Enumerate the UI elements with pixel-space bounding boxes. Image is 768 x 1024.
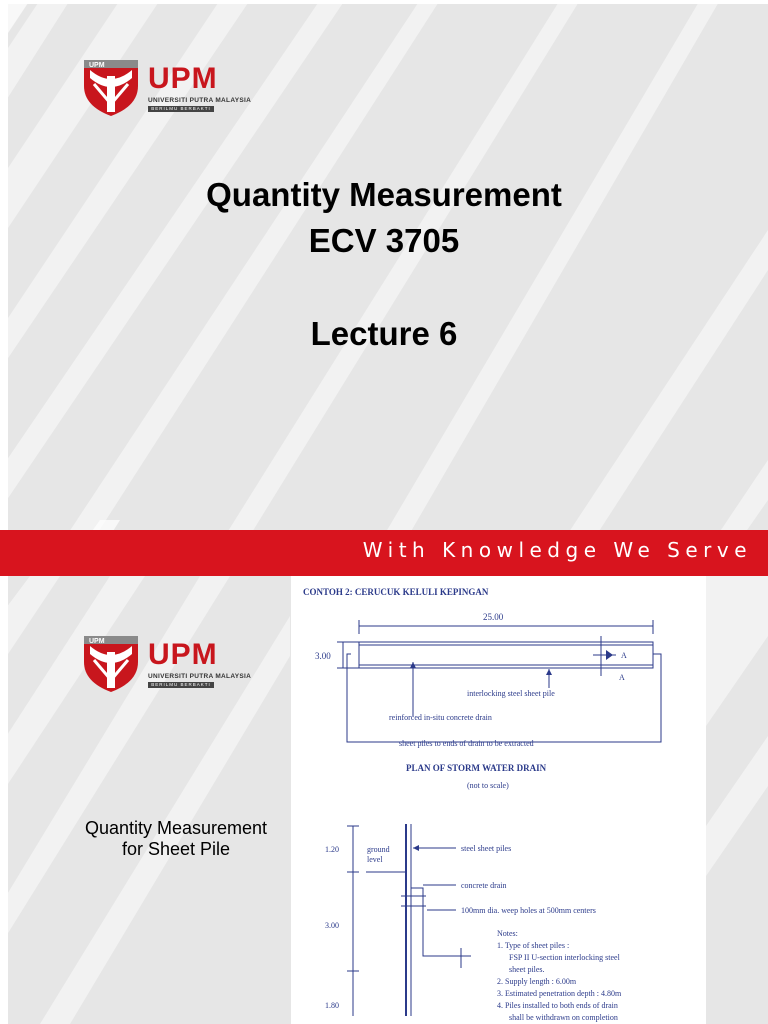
logo-wordmark xyxy=(148,640,251,688)
frame-left xyxy=(0,0,8,576)
dim-bottom: 1.80 xyxy=(325,1001,339,1010)
note-1: 1. Type of sheet piles : xyxy=(497,941,570,950)
note-2: 2. Supply length : 6.00m xyxy=(497,977,577,986)
label-drain: reinforced in-situ concrete drain xyxy=(389,713,492,722)
label-concrete: concrete drain xyxy=(461,881,507,890)
note-4b: shall be withdrawn on completion xyxy=(509,1013,618,1022)
label-weep: 100mm dia. weep holes at 500mm centers xyxy=(461,906,596,915)
note-4: 4. Piles installed to both ends of drain xyxy=(497,1001,618,1010)
dim-mid: 3.00 xyxy=(325,921,339,930)
label-ground: ground xyxy=(367,845,390,854)
sheet-pile-drawing xyxy=(291,576,706,1024)
plan-title: PLAN OF STORM WATER DRAIN xyxy=(406,763,547,773)
upm-shield-icon xyxy=(80,632,142,694)
caption-line-2: for Sheet Pile xyxy=(121,839,231,859)
dim-top: 1.20 xyxy=(325,845,339,854)
section-mark-bottom: A xyxy=(619,673,625,682)
note-1c: sheet piles. xyxy=(509,965,545,974)
shield-badge-text: UPM xyxy=(89,62,105,69)
logo-university: UNIVERSITI PUTRA MALAYSIA xyxy=(148,673,252,680)
note-3: 3. Estimated penetration depth : 4.80m xyxy=(497,989,622,998)
logo-name: UPM xyxy=(148,62,218,95)
course-code: ECV 3705 xyxy=(308,222,460,259)
content-slide xyxy=(0,576,768,1024)
shield-badge-text: UPM xyxy=(89,638,105,645)
logo-wordmark xyxy=(148,64,251,112)
plan-width-dim: 3.00 xyxy=(315,651,331,661)
banner-text: With Knowledge We Serve xyxy=(362,538,752,562)
upm-shield-icon xyxy=(80,56,142,118)
label-sheet-pile: interlocking steel sheet pile xyxy=(467,689,555,698)
drawing-canvas xyxy=(291,576,706,1024)
label-extract: sheet piles to ends of drain to be extracted xyxy=(399,739,534,748)
plan-length-dim: 25.00 xyxy=(483,612,504,622)
section-mark-top: A xyxy=(621,651,627,660)
frame-top xyxy=(0,0,768,4)
label-level: level xyxy=(367,855,383,864)
logo-motto: BERILMU BERBAKTI xyxy=(148,682,214,688)
frame-left xyxy=(0,576,8,1024)
logo-university: UNIVERSITI PUTRA MALAYSIA xyxy=(148,97,252,104)
plan-note: (not to scale) xyxy=(467,781,509,790)
slide-caption xyxy=(62,818,290,860)
notes-title: Notes: xyxy=(497,929,518,938)
note-1b: FSP II U-section interlocking steel xyxy=(509,953,620,962)
logo-name: UPM xyxy=(148,638,218,671)
label-steel: steel sheet piles xyxy=(461,844,512,853)
caption-line-1: Quantity Measurement xyxy=(84,818,268,838)
upm-logo xyxy=(80,56,251,118)
logo-motto: BERILMU BERBAKTI xyxy=(148,106,214,112)
lecture-number: Lecture 6 xyxy=(310,315,458,352)
slide-title: Quantity Measurement xyxy=(206,176,562,213)
upm-logo xyxy=(80,632,251,694)
motto-banner xyxy=(0,530,768,576)
drawing-heading: CONTOH 2: CERUCUK KELULI KEPINGAN xyxy=(303,587,489,597)
